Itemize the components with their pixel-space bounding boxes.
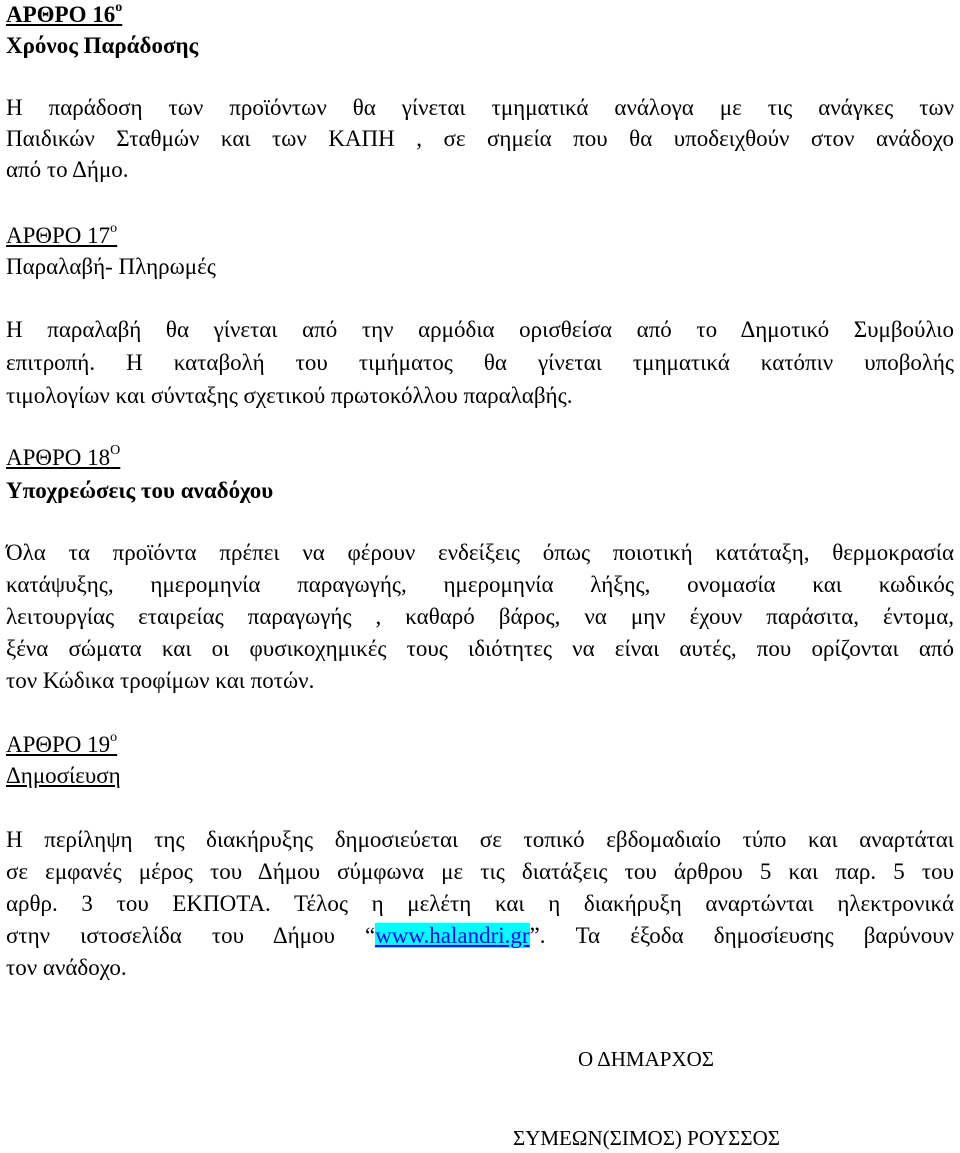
article-heading-text: ΑΡΘΡΟ 18 (6, 445, 111, 470)
article-19-line-1: Η περίληψη της διακήρυξης δημοσιεύεται σε τοπικό εβδομαδιαίο τύπο και αναρτάται (6, 827, 954, 852)
article-19-heading (6, 730, 954, 760)
article-17-line-2: επιτροπή. Η καταβολή του τιμήματος θα γίνεται τμηματικά κατόπιν υποβολής (6, 350, 954, 375)
article-19-line-2: σε εμφανές μέρος του Δήμου σύμφωνα με τις διατάξεις του άρθρου 5 και παρ. 5 του (6, 859, 954, 884)
article-19-line-3: αρθρ. 3 του ΕΚΠΟΤΑ. Τέλος η μελέτη και η διακήρυξη αναρτώνται ηλεκτρονικά (6, 891, 954, 916)
article-17-heading (6, 221, 954, 251)
article-heading-text: ΑΡΘΡΟ 16 (6, 2, 116, 27)
article-18-line-5: τον Κώδικα τροφίμων και ποτών. (6, 668, 315, 693)
article-18-line-3: λειτουργίας εταιρείας παραγωγής , καθαρό βάρος, να μην έχουν παράσιτα, έντομα, (6, 604, 954, 629)
article-heading-superscript: ο (110, 221, 118, 237)
article-18-heading (6, 443, 954, 473)
signature-role: Ο ΔΗΜΑΡΧΟΣ (578, 1047, 714, 1071)
article-heading-text: ΑΡΘΡΟ 19 (6, 732, 111, 757)
article-17-line-1: Η παραλαβή θα γίνεται από την αρμόδια ορισθείσα από το Δημοτικό Συμβούλιο (6, 317, 954, 342)
article-16-heading (6, 0, 954, 30)
article-18-line-1: Όλα τα προϊόντα πρέπει να φέρουν ενδείξεις όπως ποιοτική κατάταξη, θερμοκρασία (6, 540, 954, 565)
article-18-line-4: ξένα σώματα και οι φυσικοχημικές τους ιδιότητες να είναι αυτές, που ορίζονται από (6, 636, 954, 661)
article-17-title: Παραλαβή- Πληρωμές (6, 254, 216, 279)
article-16-line-3: από το Δήμο. (6, 157, 129, 182)
article-heading-superscript: ο (110, 730, 118, 746)
website-link[interactable]: www.halandri.gr (375, 923, 530, 948)
link-line-suffix: ”. Τα έξοδα δημοσίευσης βαρύνουν (529, 923, 954, 948)
article-19-title: Δημοσίευση (6, 763, 121, 788)
article-heading-superscript: ο (115, 0, 123, 16)
article-18-line-2: κατάψυξης, ημερομηνία παραγωγής, ημερομηνία λήξης, ονομασία και κωδικός (6, 572, 954, 597)
link-line-prefix: στην ιστοσελίδα του Δήμου “ (6, 923, 376, 948)
article-16-line-1: Η παράδοση των προϊόντων θα γίνεται τμηματικά ανάλογα με τις ανάγκες των (6, 95, 954, 120)
article-heading-text: ΑΡΘΡΟ 17 (6, 223, 111, 248)
article-18-title: Υποχρεώσεις του αναδόχου (6, 478, 274, 503)
article-16-line-2: Παιδικών Σταθμών και των ΚΑΠΗ , σε σημεία που θα υποδειχθούν στον ανάδοχο (6, 126, 954, 151)
article-heading-superscript: Ο (110, 443, 121, 459)
article-16-title: Χρόνος Παράδοσης (6, 33, 199, 58)
article-19-line-5: τον ανάδοχο. (6, 955, 127, 980)
article-19-line-4 (6, 921, 954, 951)
signature-name: ΣΥΜΕΩΝ(ΣΙΜΟΣ) ΡΟΥΣΣΟΣ (513, 1126, 780, 1150)
article-17-line-3: τιμολογίων και σύνταξης σχετικού πρωτοκόλλου παραλαβής. (6, 383, 573, 408)
